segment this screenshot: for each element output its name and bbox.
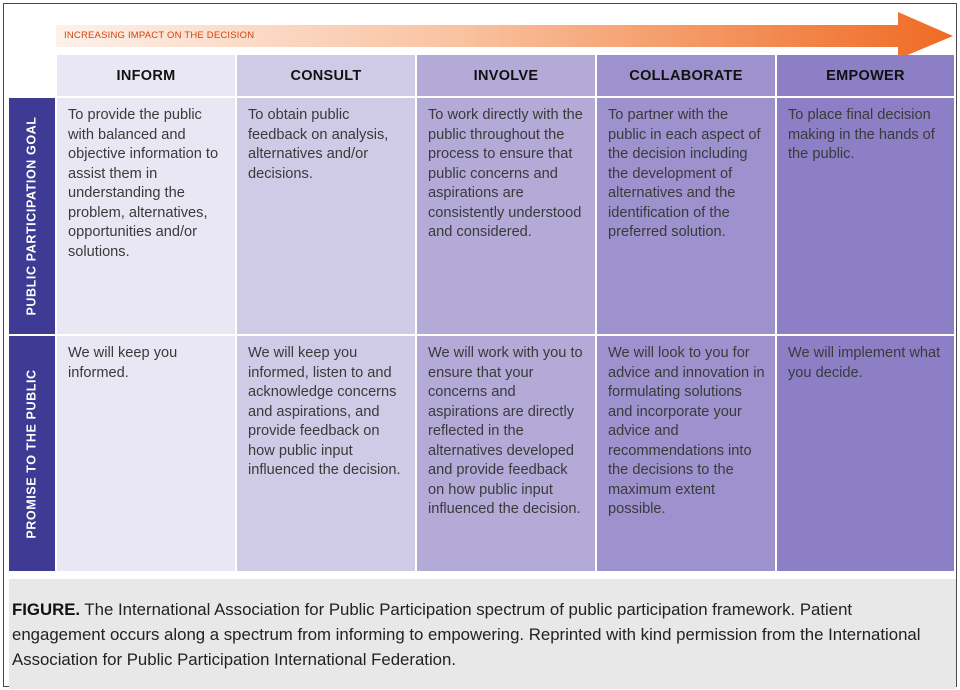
goal-consult: To obtain public feedback on analysis, alternatives and/or decisions. — [237, 98, 417, 336]
spectrum-table — [9, 55, 956, 573]
figure-frame — [3, 3, 957, 687]
column-header-involve: INVOLVE — [417, 55, 597, 98]
promise-inform: We will keep you informed. — [57, 336, 237, 573]
goal-empower: To place final decision making in the hands of the public. — [777, 98, 956, 336]
impact-arrow — [56, 10, 956, 58]
caption-text: The International Association for Public Participation spectrum of public participation framework. Patient engagement occurs along a spectrum from informing to empowering. Reprinted with kind permission from the International Association for Public Participation International Federation. — [12, 600, 921, 669]
corner-cell — [9, 55, 57, 98]
row-label-goal — [9, 98, 57, 336]
promise-empower: We will implement what you decide. — [777, 336, 956, 573]
promise-involve: We will work with you to ensure that your concerns and aspirations are directly reflected in the alternatives developed and provide feedback on how public input influenced the decision. — [417, 336, 597, 573]
row-label-promise-text: PROMISE TO THE PUBLIC — [25, 368, 40, 539]
figure-caption — [9, 579, 956, 689]
goal-collaborate: To partner with the public in each aspect of the decision including the development of alternatives and the identification of the preferred solution. — [597, 98, 777, 336]
column-header-empower: EMPOWER — [777, 55, 956, 98]
column-header-consult: CONSULT — [237, 55, 417, 98]
arrow-label: INCREASING IMPACT ON THE DECISION — [64, 30, 255, 41]
row-label-goal-text: PUBLIC PARTICIPATION GOAL — [25, 116, 39, 316]
promise-consult: We will keep you informed, listen to and acknowledge concerns and aspirations, and provide feedback on how public input influenced the decision. — [237, 336, 417, 573]
column-header-collaborate: COLLABORATE — [597, 55, 777, 98]
promise-collaborate: We will look to you for advice and innovation in formulating solutions and incorporate your advice and recommendations into the decisions to the maximum extent possible. — [597, 336, 777, 573]
caption-lead: FIGURE. — [12, 600, 81, 619]
goal-involve: To work directly with the public throughout the process to ensure that public concerns and aspirations are consistently understood and considered. — [417, 98, 597, 336]
goal-inform: To provide the public with balanced and objective information to assist them in understanding the problem, alternatives, opportunities and/or solutions. — [57, 98, 237, 336]
row-label-promise — [9, 336, 57, 573]
column-header-inform: INFORM — [57, 55, 237, 98]
